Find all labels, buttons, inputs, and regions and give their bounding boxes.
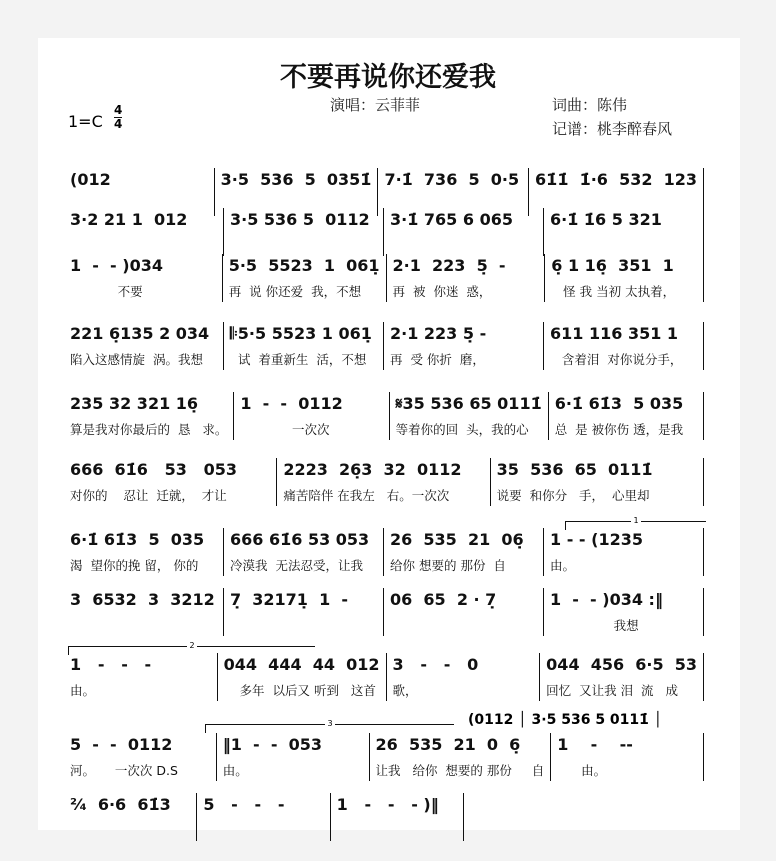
lyrics [70, 236, 217, 256]
notation-row [64, 458, 704, 506]
measure-notes: 044 456 6·5 53 [546, 655, 697, 674]
measure [544, 588, 704, 636]
lyrics: 总 是 被你伤 透，是我 [554, 422, 684, 437]
lyrics: 一次次 [240, 422, 330, 437]
lyrics [390, 236, 537, 256]
measure-notes: 3·2 21 1 012 [70, 210, 188, 229]
measure [234, 392, 389, 440]
measure [545, 254, 704, 302]
measure [224, 322, 384, 370]
measure-notes: 3 - - 0 [392, 655, 479, 674]
lyrics: 冷漠我 无法忍受，让我 [230, 558, 363, 573]
lyrics: 给你 想要的 那份 自 [390, 558, 506, 573]
notation-row [64, 392, 704, 440]
lyrics: 说要 和你分 手， 心里却 [496, 488, 650, 503]
notation-row [64, 653, 704, 701]
volta-bracket-3 [205, 719, 454, 733]
measure [64, 322, 224, 370]
lyrics [230, 616, 377, 636]
transcriber: 记谱：桃李醉春风 [552, 120, 673, 138]
measure-notes: 6·1̇ 1̇6 5 321 [550, 210, 662, 229]
lyrics: 河。 一次次 D.S [70, 763, 178, 778]
time-signature [114, 104, 122, 131]
measure-notes: 044 444 44 012 [223, 655, 380, 674]
lyrics: 对你的 忍让 迁就， 才让 [70, 488, 227, 503]
lyrics [70, 821, 190, 841]
measure-notes: 26 535 21 06̣ [390, 530, 524, 549]
lyrics: 再 受 你折 磨， [390, 352, 485, 367]
measure-notes: 61̇1̇ 1̇·6 532 123 [535, 170, 698, 189]
measure-notes: 5·5 5523 1 061̣ [228, 256, 380, 275]
measure [544, 528, 704, 576]
measure [224, 588, 384, 636]
lyrics: 试 着重新生 活，不想 [230, 352, 367, 367]
measure [384, 588, 544, 636]
song-title: 不要再说你还爱我 [280, 62, 496, 93]
lyrics: 让我 给你 想要的 那份 自 [375, 763, 545, 778]
measure-notes: 1 - - )034 :‖ [550, 590, 663, 609]
singer: 演唱：云菲菲 [330, 96, 421, 114]
volta-label: 1 [633, 516, 639, 525]
measure-notes: 6·1̇ 61̇3 5 035 [554, 394, 684, 413]
measure [64, 254, 223, 302]
measure-notes: 235 32 321 16̣ [70, 394, 199, 413]
measure [64, 528, 224, 576]
measure [64, 653, 218, 701]
measure-notes: 3 6532 3 3212 [70, 590, 215, 609]
lyrics: 我想 [550, 618, 639, 633]
measure-notes: 2·1 223 5̣ - [392, 256, 506, 275]
lyrics: 由。 [222, 763, 248, 778]
composer: 词曲：陈伟 [552, 96, 628, 114]
volta-label: 2 [189, 641, 195, 650]
measure [217, 733, 370, 781]
notation-row [64, 793, 464, 841]
measure-notes: 2·1 223 5̣ - [390, 324, 487, 343]
notation-row [64, 208, 704, 256]
measure-notes: 7̣ 32171̣ 1 - [230, 590, 348, 609]
interlude-line: (0112 │ 3·5 536 5 0111̇ │ [468, 712, 663, 728]
measure-notes: 611 116 351 1 [550, 324, 679, 343]
measure-notes: 7·1̇ 736 5 0·5 [384, 170, 520, 189]
measure [370, 733, 552, 781]
measure-notes: 5 - - - [203, 795, 285, 814]
measure [224, 528, 384, 576]
measure-notes: 𝄋35 536 65 0111̇ [395, 394, 542, 413]
measure-notes: 1 - - - [70, 655, 152, 674]
lyrics [337, 821, 457, 841]
lyrics: 再 被 你迷 惑， [392, 284, 492, 299]
measure [384, 322, 544, 370]
lyrics: 渴 望你的挽 留， 你的 [70, 558, 199, 573]
measure-notes: 1 - - (1235 [550, 530, 643, 549]
measure [390, 392, 549, 440]
lyrics: 怪 我 当初 太执着， [551, 284, 676, 299]
measure [64, 458, 277, 506]
time-bottom: 4 [114, 117, 123, 131]
lyrics: 多年 以后又 听到 这首 [223, 683, 376, 698]
measure-notes: 1 - - )034 [70, 256, 163, 275]
measure [544, 322, 704, 370]
measure [387, 254, 546, 302]
measure [64, 793, 197, 841]
measure [64, 392, 234, 440]
measure [64, 733, 217, 781]
measure [197, 793, 330, 841]
lyrics [550, 236, 697, 256]
measure-notes: ²⁄₄ 6·6 61̇3 [70, 795, 171, 814]
measure-notes: 06 65 2 · 7̣ [390, 590, 497, 609]
lyrics: 由。 [557, 763, 607, 778]
measure [218, 653, 387, 701]
time-top: 4 [114, 103, 123, 117]
lyrics: 再 说 你还爱 我，不想 [228, 284, 362, 299]
lyrics: 含着泪 对你说分手， [550, 352, 683, 367]
measure-notes: (012 [70, 170, 111, 189]
measure [544, 208, 704, 256]
volta-label: 3 [327, 719, 333, 728]
measure-notes: 3·5 536 5 0112 [230, 210, 370, 229]
measure [64, 588, 224, 636]
measure-notes: 6·1̇ 61̇3 5 035 [70, 530, 205, 549]
measure-notes: 1 - - - )‖ [336, 795, 439, 814]
notation-row [64, 733, 704, 781]
lyrics: 由。 [550, 558, 576, 573]
measure-notes: 6̣ 1 16̣ 351 1 [551, 256, 674, 275]
lyrics [203, 821, 323, 841]
lyrics [230, 236, 377, 256]
measure [540, 653, 704, 701]
notation-row [64, 254, 704, 302]
lyrics: 陷入这感情旋 涡。我想 [70, 352, 203, 367]
measure-notes: 𝄆5·5 5523 1 061̣ [230, 324, 372, 343]
measure-notes: 5 - - 0112 [70, 735, 173, 754]
measure [491, 458, 704, 506]
measure-notes: 666 61̇6 53 053 [230, 530, 370, 549]
measure-notes: 3·1̇ 765 6 065 [390, 210, 513, 229]
measure [331, 793, 464, 841]
measure-notes: 1 - - 0112 [240, 394, 343, 413]
lyrics: 回忆 又让我 泪 流 成 [546, 683, 678, 698]
measure-notes: 221 6̣135 2 034 [70, 324, 210, 343]
measure [224, 208, 384, 256]
measure-notes: 2223 26̣3 32 0112 [283, 460, 462, 479]
lyrics: 痛苦陪伴 在我左 右。一次次 [283, 488, 450, 503]
measure-notes: 1 - -- [557, 735, 633, 754]
measure [64, 208, 224, 256]
measure-notes: 666 61̇6 53 053 [70, 460, 238, 479]
measure [551, 733, 704, 781]
lyrics: 不要 [70, 284, 143, 299]
measure-notes: 26 535 21 0 6̣ [375, 735, 521, 754]
lyrics: 等着你的回 头，我的心 [395, 422, 529, 437]
measure [549, 392, 704, 440]
key-signature: 1=C [68, 112, 103, 131]
lyrics [70, 616, 217, 636]
measure [384, 208, 544, 256]
notation-row [64, 588, 704, 636]
notation-row [64, 322, 704, 370]
measure [387, 653, 541, 701]
measure-notes: 35 536 65 0111̇ [496, 460, 653, 479]
measure [223, 254, 387, 302]
lyrics: 由。 [70, 683, 96, 698]
measure-notes: 3·5 536 5 0351̇ [220, 170, 372, 189]
lyrics: 算是我对你最后的 恳 求。 [70, 422, 228, 437]
measure [384, 528, 544, 576]
measure-notes: ‖1 - - 053 [222, 735, 322, 754]
notation-row [64, 528, 704, 576]
measure [277, 458, 490, 506]
lyrics [390, 616, 537, 636]
lyrics: 歌， [392, 683, 418, 698]
